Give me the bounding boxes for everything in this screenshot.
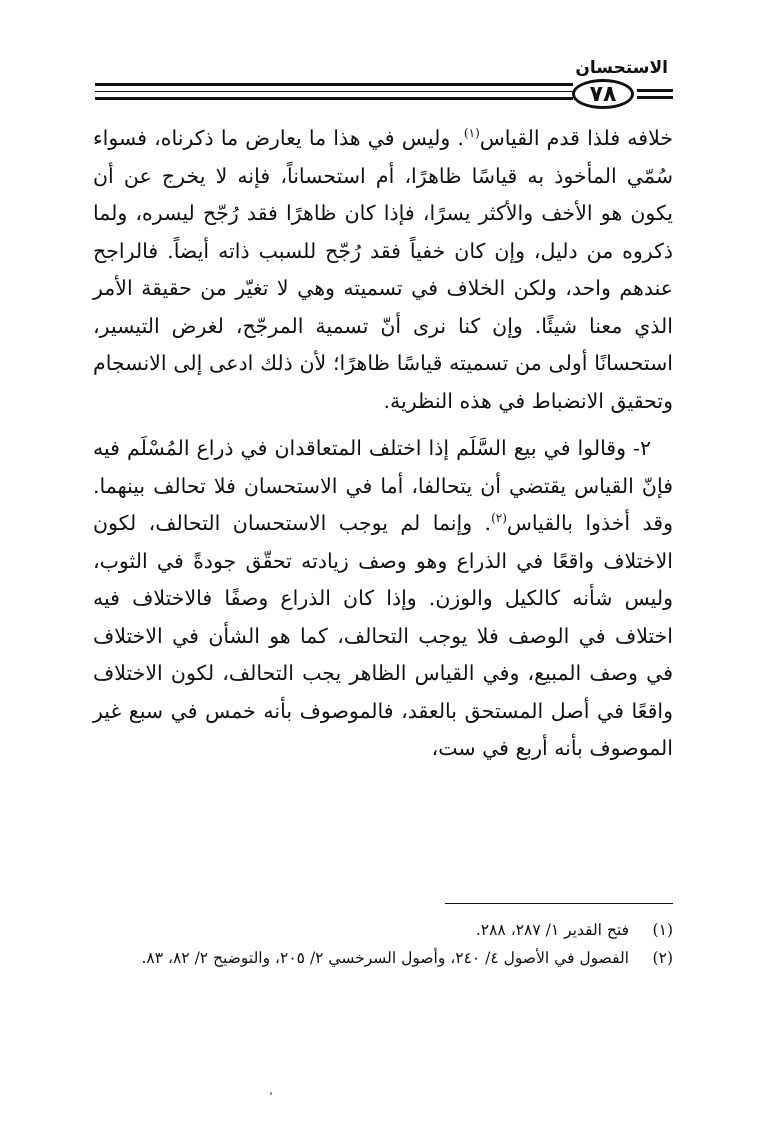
page-number: [572, 79, 634, 109]
scan-speck: [270, 1092, 272, 1095]
paragraph-1: خلافه فلذا قدم القياس$^{(١)}$. وليس في هذا ما يعارض ما ذكرناه، فسواء سُمّي المأخوذ به قياسًا ظاهرًا، أم استحساناً، فإنه لا يخرج عن أن يكون هو الأخف والأكثر يسرًا، فإذا كان ظاهرًا فقد رُجّح ليسره، ولما ذكروه من دليل، وإن كان خفياً فقد رُجّح للسبب ذاته أيضاً. فالراجح عندهم واحد، ولكن الخلاف في تسميته وهي لا تغيّر من حقيقة الأمر الذي معنا شيئًا. وإن كنا نرى أنّ تسمية المرجّح، لغرض التيسير، استحسانًا أولى من تسميته قياسًا ظاهرًا؛ لأن ذلك ادعى إلى الانسجام وتحقيق الانضباط في هذه النظرية.: [93, 126, 673, 413]
footnote-1: (١)فتح القدير ١/ ٢٨٧، ٢٨٨.: [475, 921, 673, 939]
header-rule-thick: [95, 83, 573, 86]
page-number-text: ٧٨: [589, 81, 617, 107]
paragraph-2: ٢- وقالوا في بيع السَّلَم إذا اختلف المتعاقدان في ذراع المُسْلَم فيه فإنّ القياس يقتضي أن يتحالفا، أما في الاستحسان فلا تحالف بينهما. وقد أخذوا بالقياس$^{(٢)}$. وإنما لم يوجب الاستحسان التحالف، لكون الاختلاف واقعًا في الذراع وهو وصف زيادته تحقّق جودةً في الثوب، وليس شأنه كالكيل والوزن. وإذا كان الذراع وصفًا فالاختلاف فيه اختلاف في الوصف فلا يوجب التحالف، كما هو الشأن في الاختلاف في وصف المبيع، وفي القياس الظاهر يجب التحالف، لكون الاختلاف واقعًا في أصل المستحق بالعقد، فالموصوف بأنه خمس في سبع غير الموصوف بأنه أربع في ست،: [93, 436, 673, 760]
footnotes: [93, 916, 673, 972]
page-number-rule-upper: [637, 89, 673, 92]
footnote-2: (٢)الفصول في الأصول ٤/ ٢٤٠، وأصول السرخسي ٢/ ٢٠٥، والتوضيح ٢/ ٨٢، ٨٣.: [141, 949, 673, 967]
main-text: [93, 120, 673, 768]
footnote-separator: [445, 903, 673, 904]
header-rule-thin: [95, 91, 573, 92]
header-rule-thick-lower: [95, 97, 573, 100]
page-number-rule-lower: [637, 96, 673, 99]
running-header-title: الاستحسان: [575, 58, 668, 78]
footnote-ref-2: (٢): [491, 511, 507, 526]
footnote-ref-1: (١): [463, 126, 480, 141]
